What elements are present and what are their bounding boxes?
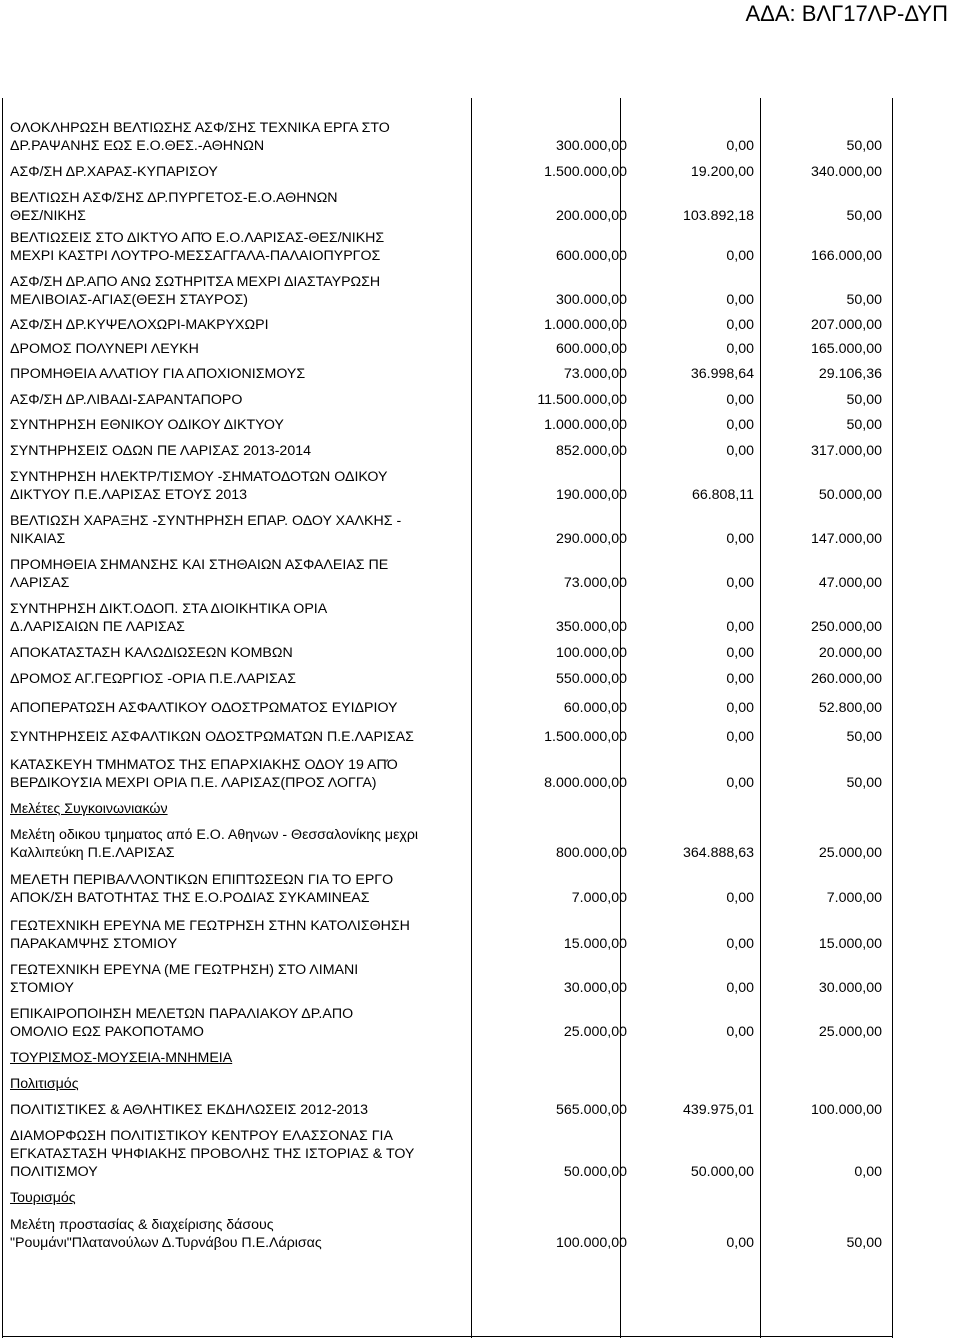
project-description (10, 826, 465, 862)
description-line: ΣΥΝΤΗΡΗΣΕΙΣ ΑΣΦΑΛΤΙΚΩΝ ΟΔΟΣΤΡΩΜΑΤΩΝ Π.Ε.ΛΑΡΙΣΑΣ (10, 729, 414, 745)
description-line: ΚΑΤΑΣΚΕΥΗ ΤΜΗΜΑΤΟΣ ΤΗΣ ΕΠΑΡΧΙΑΚΗΣ ΟΔΟΥ 19 ΑΠΌ (10, 757, 398, 773)
description-line: Καλλιπεύκη Π.Ε.ΛΑΡΙΣΑΣ (10, 845, 175, 861)
project-description (10, 391, 465, 409)
table-row (10, 416, 882, 434)
description-line: ΜΕΛΙΒΟΙΑΣ-ΑΓΙΑΣ(ΘΕΣΗ ΣΤΑΥΡΟΣ) (10, 292, 248, 308)
budget-total: 190.000,00 (555, 487, 627, 503)
table-row (10, 119, 882, 155)
budget-total: 600.000,00 (555, 341, 627, 357)
project-description (10, 416, 465, 434)
project-description (10, 229, 465, 265)
amount-spent: 0,00 (726, 317, 754, 333)
project-description (10, 163, 465, 181)
description-line: ΜΕΧΡΙ ΚΑΣΤΡΙ ΛΟΥΤΡΟ-ΜΕΣΣΑΓΓΑΛΑ-ΠΑΛΑΙΟΠΥΡΓΟΣ (10, 248, 381, 264)
description-line: ΔΙΑΜΟΡΦΩΣΗ ΠΟΛΙΤΙΣΤΙΚΟΥ ΚΕΝΤΡΟΥ ΕΛΑΣΣΟΝΑΣ ΓΙΑ (10, 1128, 393, 1144)
description-line: ΠΟΛΙΤΙΣΜΟΥ (10, 1164, 98, 1180)
project-description (10, 961, 465, 997)
table-row (10, 1127, 882, 1181)
amount-allocated: 50.000,00 (818, 487, 882, 503)
amount-allocated: 207.000,00 (810, 317, 882, 333)
table-row (10, 229, 882, 265)
amount-allocated: 47.000,00 (818, 575, 882, 591)
project-description (10, 871, 465, 907)
amount-allocated: 166.000,00 (810, 248, 882, 264)
table-row (10, 1005, 882, 1041)
project-description (10, 1005, 465, 1041)
project-description (10, 1216, 465, 1252)
description-line: ΑΣΦ/ΣΗ ΔΡ.ΚΥΨΕΛΟΧΩΡΙ-ΜΑΚΡΥΧΩΡΙ (10, 317, 269, 333)
table-row (10, 442, 882, 460)
budget-total: 565.000,00 (555, 1102, 627, 1118)
description-line: ΒΕΛΤΙΩΣΗ ΑΣΦ/ΣΗΣ ΔΡ.ΠΥΡΓΕΤΟΣ-Ε.Ο.ΑΘΗΝΩΝ (10, 190, 338, 206)
budget-total: 550.000,00 (555, 671, 627, 687)
budget-total: 8.000.000,00 (544, 775, 627, 791)
amount-spent: 0,00 (726, 417, 754, 433)
table-row (10, 961, 882, 997)
amount-spent: 0,00 (726, 890, 754, 906)
budget-total: 100.000,00 (555, 1235, 627, 1251)
table-left-border (2, 98, 3, 1338)
amount-spent: 0,00 (726, 1024, 754, 1040)
description-line: ΔΡΟΜΟΣ ΠΟΛΥΝΕΡΙ ΛΕΥΚΗ (10, 341, 199, 357)
project-description (10, 1127, 465, 1181)
project-description (10, 189, 465, 225)
amount-spent: 0,00 (726, 248, 754, 264)
project-description (10, 365, 465, 383)
amount-allocated: 340.000,00 (810, 164, 882, 180)
section-heading: Πολιτισμός (10, 1076, 79, 1092)
budget-total: 1.500.000,00 (544, 729, 627, 745)
budget-total: 73.000,00 (563, 366, 627, 382)
amount-allocated: 250.000,00 (810, 619, 882, 635)
amount-spent: 0,00 (726, 575, 754, 591)
amount-spent: 0,00 (726, 341, 754, 357)
amount-spent: 0,00 (726, 619, 754, 635)
amount-spent: 0,00 (726, 443, 754, 459)
amount-allocated: 30.000,00 (818, 980, 882, 996)
description-line: Μελέτη οδικου τμηματος από Ε.Ο. Αθηνων - Θεσσαλονίκης μεχρι (10, 827, 419, 843)
description-line: ΜΕΛΕΤΗ ΠΕΡΙΒΑΛΛΟΝΤΙΚΩΝ ΕΠΙΠΤΩΣΕΩΝ ΓΙΑ ΤΟ ΕΡΓΟ (10, 872, 394, 888)
amount-allocated: 52.800,00 (818, 700, 882, 716)
budget-total: 15.000,00 (563, 936, 627, 952)
amount-spent: 439.975,01 (682, 1102, 754, 1118)
amount-spent: 0,00 (726, 138, 754, 154)
budget-total: 200.000,00 (555, 208, 627, 224)
table-row (10, 644, 882, 662)
description-line: Μελέτη προστασίας & διαχείρισης δάσους (10, 1217, 274, 1233)
description-line: ΑΣΦ/ΣΗ ΔΡ.ΑΠΟ ΑΝΩ ΣΩΤΗΡΙΤΣΑ ΜΕΧΡΙ ΔΙΑΣΤΑΥΡΩΣΗ (10, 274, 381, 290)
amount-spent: 19.200,00 (690, 164, 754, 180)
description-line: ΒΕΡΔΙΚΟΥΣΙΑ ΜΕΧΡΙ ΟΡΙΑ Π.Ε. ΛΑΡΙΣΑΣ(ΠΡΟΣ ΛΟΓΓΑ) (10, 775, 377, 791)
amount-allocated: 100.000,00 (810, 1102, 882, 1118)
budget-total: 30.000,00 (563, 980, 627, 996)
project-description (10, 316, 465, 334)
table-row (10, 273, 882, 309)
budget-total: 852.000,00 (555, 443, 627, 459)
description-line: ΣΤΟΜΙΟΥ (10, 980, 75, 996)
description-line: ΔΡΟΜΟΣ ΑΓ.ΓΕΩΡΓΙΟΣ -ΟΡΙΑ Π.Ε.ΛΑΡΙΣΑΣ (10, 671, 296, 687)
amount-allocated: 50,00 (846, 292, 882, 308)
budget-total: 100.000,00 (555, 645, 627, 661)
section-heading: Τουρισμός (10, 1190, 76, 1206)
budget-total: 1.000.000,00 (544, 417, 627, 433)
amount-allocated: 50,00 (846, 208, 882, 224)
table-row (10, 1216, 882, 1252)
description-line: ΠΑΡΑΚΑΜΨΗΣ ΣΤΟΜΙΟΥ (10, 936, 178, 952)
project-description (10, 728, 465, 746)
table-row (10, 826, 882, 862)
amount-spent: 0,00 (726, 1235, 754, 1251)
amount-spent: 0,00 (726, 392, 754, 408)
description-line: ΑΣΦ/ΣΗ ΔΡ.ΛΙΒΑΔΙ-ΣΑΡΑΝΤΑΠΟΡΟ (10, 392, 243, 408)
amount-spent: 0,00 (726, 531, 754, 547)
table-row (10, 917, 882, 953)
description-line: ΣΥΝΤΗΡΗΣΗ ΕΘΝΙΚΟΥ ΟΔΙΚΟΥ ΔΙΚΤΥΟΥ (10, 417, 284, 433)
budget-table (10, 111, 882, 1252)
budget-total: 7.000,00 (571, 890, 627, 906)
amount-allocated: 50,00 (846, 729, 882, 745)
amount-allocated: 25.000,00 (818, 845, 882, 861)
table-row (10, 316, 882, 334)
budget-total: 60.000,00 (563, 700, 627, 716)
amount-spent: 0,00 (726, 775, 754, 791)
description-line: Δ.ΛΑΡΙΣΑΙΩΝ ΠΕ ΛΑΡΙΣΑΣ (10, 619, 185, 635)
description-line: ΓΕΩΤΕΧΝΙΚΗ ΕΡΕΥΝΑ ΜΕ ΓΕΩΤΡΗΣΗ ΣΤΗΝ ΚΑΤΟΛΙΣΘΗΣΗ (10, 918, 410, 934)
amount-allocated: 29.106,36 (818, 366, 882, 382)
amount-spent: 0,00 (726, 292, 754, 308)
budget-total: 290.000,00 (555, 531, 627, 547)
description-line: ΣΥΝΤΗΡΗΣΕΙΣ ΟΔΩΝ ΠΕ ΛΑΡΙΣΑΣ 2013-2014 (10, 443, 311, 459)
table-row (10, 340, 882, 358)
budget-total: 25.000,00 (563, 1024, 627, 1040)
amount-allocated: 15.000,00 (818, 936, 882, 952)
table-row (10, 468, 882, 504)
project-description (10, 917, 465, 953)
table-row (10, 871, 882, 907)
table-row (10, 512, 882, 548)
table-row (10, 756, 882, 792)
amount-spent: 0,00 (726, 936, 754, 952)
amount-spent: 50.000,00 (690, 1164, 754, 1180)
project-description (10, 468, 465, 504)
project-description (10, 273, 465, 309)
amount-spent: 66.808,11 (691, 487, 754, 503)
amount-spent: 364.888,63 (682, 845, 754, 861)
table-bottom-border (2, 1336, 893, 1337)
project-description (10, 512, 465, 548)
description-line: ΔΙΚΤΥΟΥ Π.Ε.ΛΑΡΙΣΑΣ ΕΤΟΥΣ 2013 (10, 487, 248, 503)
description-line: ΟΛΟΚΛΗΡΩΣΗ ΒΕΛΤΙΩΣΗΣ ΑΣΦ/ΣΗΣ ΤΕΧΝΙΚΑ ΕΡΓΑ ΣΤΟ (10, 120, 390, 136)
project-description (10, 556, 465, 592)
table-row (10, 163, 882, 181)
project-description (10, 644, 465, 662)
project-description (10, 1101, 465, 1119)
description-line: ΑΠΟΚ/ΣΗ ΒΑΤΟΤΗΤΑΣ ΤΗΣ Ε.Ο.ΡΟΔΙΑΣ ΣΥΚΑΜΙΝΕΑΣ (10, 890, 370, 906)
project-description (10, 340, 465, 358)
table-row (10, 365, 882, 383)
budget-total: 350.000,00 (555, 619, 627, 635)
budget-total: 600.000,00 (555, 248, 627, 264)
budget-total: 1.500.000,00 (544, 164, 627, 180)
description-line: ΘΕΣ/ΝΙΚΗΣ (10, 208, 86, 224)
amount-allocated: 317.000,00 (810, 443, 882, 459)
amount-spent: 0,00 (726, 645, 754, 661)
table-row (10, 728, 882, 746)
description-line: ΕΓΚΑΤΑΣΤΑΣΗ ΨΗΦΙΑΚΗΣ ΠΡΟΒΟΛΗΣ ΤΗΣ ΙΣΤΟΡΙΑΣ & ΤΟΥ (10, 1146, 415, 1162)
project-description (10, 756, 465, 792)
project-description (10, 600, 465, 636)
description-line: ΣΥΝΤΗΡΗΣΗ ΗΛΕΚΤΡ/ΤΙΣΜΟΥ -ΣΗΜΑΤΟΔΟΤΩΝ ΟΔΙΚΟΥ (10, 469, 388, 485)
amount-allocated: 50,00 (846, 775, 882, 791)
budget-total: 300.000,00 (555, 292, 627, 308)
description-line: ΣΥΝΤΗΡΗΣΗ ΔΙΚΤ.ΟΔΟΠ. ΣΤΑ ΔΙΟΙΚΗΤΙΚΑ ΟΡΙΑ (10, 601, 328, 617)
description-line: ΛΑΡΙΣΑΣ (10, 575, 70, 591)
amount-allocated: 50,00 (846, 417, 882, 433)
table-row (10, 670, 882, 688)
description-line: ΠΟΛΙΤΙΣΤΙΚΕΣ & ΑΘΛΗΤΙΚΕΣ ΕΚΔΗΛΩΣΕΙΣ 2012-2013 (10, 1102, 369, 1118)
amount-allocated: 7.000,00 (826, 890, 882, 906)
description-line: ΠΡΟΜΗΘΕΙΑ ΑΛΑΤΙΟΥ ΓΙΑ ΑΠΟΧΙΟΝΙΣΜΟΥΣ (10, 366, 306, 382)
amount-allocated: 165.000,00 (810, 341, 882, 357)
table-row (10, 600, 882, 636)
table-row (10, 189, 882, 225)
description-line: ΔΡ.ΡΑΨΑΝΗΣ ΕΩΣ Ε.Ο.ΘΕΣ.-ΑΘΗΝΩΝ (10, 138, 265, 154)
description-line: ΑΣΦ/ΣΗ ΔΡ.ΧΑΡΑΣ-ΚΥΠΑΡΙΣΟΥ (10, 164, 218, 180)
amount-spent: 0,00 (726, 700, 754, 716)
project-description (10, 442, 465, 460)
description-line: ΝΙΚΑΙΑΣ (10, 531, 66, 547)
table-right-border (892, 98, 893, 1338)
description-line: ΑΠΟΚΑΤΑΣΤΑΣΗ ΚΑΛΩΔΙΩΣΕΩΝ ΚΟΜΒΩΝ (10, 645, 293, 661)
budget-total: 11.500.000,00 (537, 392, 627, 408)
project-description (10, 119, 465, 155)
amount-allocated: 260.000,00 (810, 671, 882, 687)
amount-spent: 0,00 (726, 729, 754, 745)
amount-allocated: 0,00 (854, 1164, 882, 1180)
description-line: ΕΠΙΚΑΙΡΟΠΟΙΗΣΗ ΜΕΛΕΤΩΝ ΠΑΡΑΛΙΑΚΟΥ ΔΡ.ΑΠΟ (10, 1006, 354, 1022)
amount-allocated: 50,00 (846, 392, 882, 408)
budget-total: 800.000,00 (555, 845, 627, 861)
amount-allocated: 25.000,00 (818, 1024, 882, 1040)
table-row (10, 391, 882, 409)
budget-total: 300.000,00 (555, 138, 627, 154)
amount-spent: 36.998,64 (690, 366, 754, 382)
project-description (10, 699, 465, 717)
table-row (10, 699, 882, 717)
description-line: ΓΕΩΤΕΧΝΙΚΗ ΕΡΕΥΝΑ (ΜΕ ΓΕΩΤΡΗΣΗ) ΣΤΟ ΛΙΜΑΝΙ (10, 962, 359, 978)
budget-total: 1.000.000,00 (544, 317, 627, 333)
amount-spent: 0,00 (726, 671, 754, 687)
table-row (10, 556, 882, 592)
amount-spent: 0,00 (726, 980, 754, 996)
table-row (10, 1101, 882, 1119)
ada-header: ΑΔΑ: ΒΛΓ17ΛΡ-ΔΥΠ (745, 1, 948, 26)
amount-allocated: 20.000,00 (818, 645, 882, 661)
description-line: ΒΕΛΤΙΩΣΗ ΧΑΡΑΞΗΣ -ΣΥΝΤΗΡΗΣΗ ΕΠΑΡ. ΟΔΟΥ ΧΑΛΚΗΣ - (10, 513, 402, 529)
amount-allocated: 50,00 (846, 138, 882, 154)
description-line: ΟΜΟΛΙΟ ΕΩΣ ΡΑΚΟΠΟΤΑΜΟ (10, 1024, 204, 1040)
description-line: "Ρουμάνι"Πλατανούλων Δ.Τυρνάβου Π.Ε.Λάρισας (10, 1235, 322, 1251)
amount-spent: 103.892,18 (682, 208, 754, 224)
description-line: ΠΡΟΜΗΘΕΙΑ ΣΗΜΑΝΣΗΣ ΚΑΙ ΣΤΗΘΑΙΩΝ ΑΣΦΑΛΕΙΑΣ ΠΕ (10, 557, 389, 573)
budget-total: 73.000,00 (563, 575, 627, 591)
amount-allocated: 147.000,00 (810, 531, 882, 547)
section-heading: Μελέτες Συγκοινωνιακών (10, 801, 168, 817)
budget-total: 50.000,00 (563, 1164, 627, 1180)
description-line: ΒΕΛΤΙΩΣΕΙΣ ΣΤΟ ΔΙΚΤΥΟ ΑΠΌ Ε.Ο.ΛΑΡΙΣΑΣ-ΘΕΣ/ΝΙΚΗΣ (10, 230, 385, 246)
amount-allocated: 50,00 (846, 1235, 882, 1251)
description-line: ΑΠΟΠΕΡΑΤΩΣΗ ΑΣΦΑΛΤΙΚΟΥ ΟΔΟΣΤΡΩΜΑΤΟΣ ΕΥΙΔΡΙΟΥ (10, 700, 398, 716)
project-description (10, 670, 465, 688)
section-heading: ΤΟΥΡΙΣΜΟΣ-ΜΟΥΣΕΙΑ-ΜΝΗΜΕΙΑ (10, 1050, 233, 1066)
